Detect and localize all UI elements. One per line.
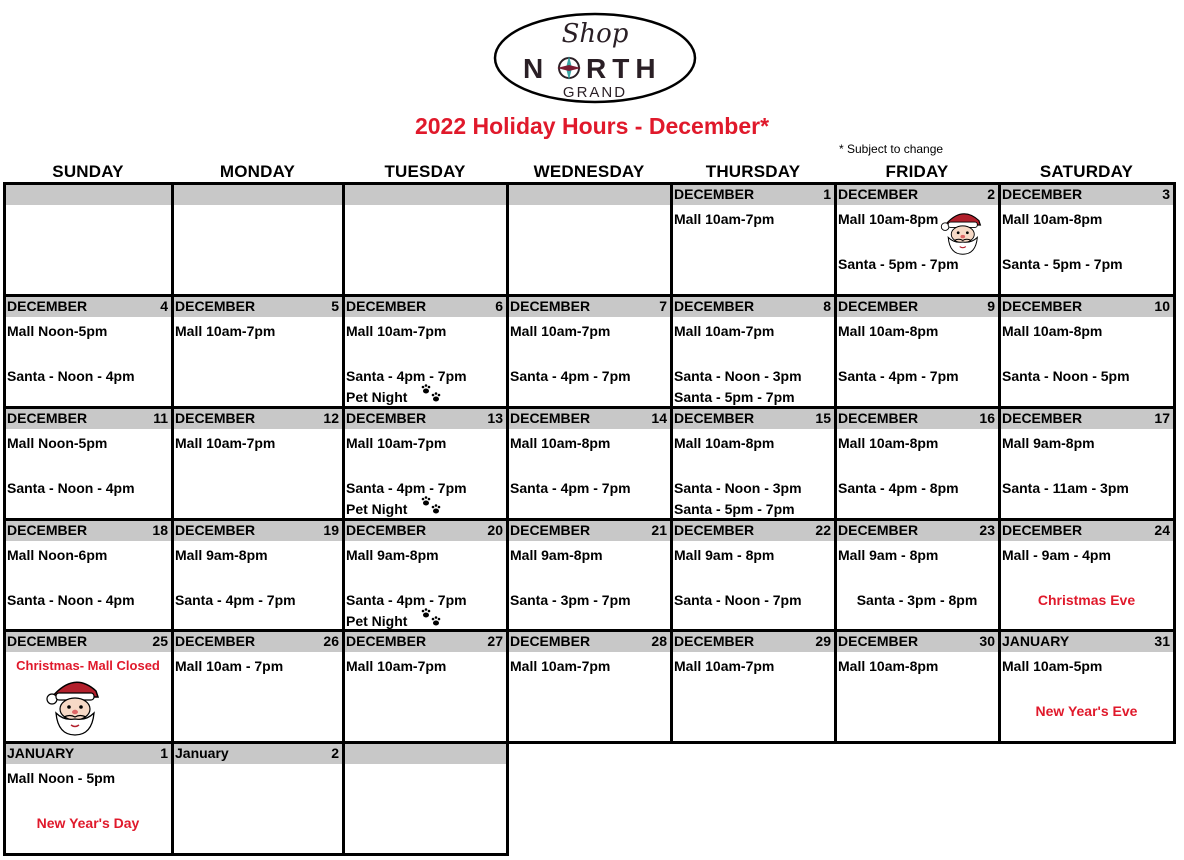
day-cell-date: 12 [323,410,339,426]
day-cell-header [671,520,835,541]
day-cell-month: DECEMBER [1002,410,1083,426]
mall-hours: Mall 9am-8pm [1002,435,1095,451]
santa-hours: Santa - 4pm - 7pm [510,480,631,496]
mall-hours: Mall Noon-5pm [7,435,108,451]
day-cell-header [4,631,172,652]
grid-line [998,182,1001,744]
mall-hours: Mall Noon - 5pm [7,770,116,786]
calendar-day-cell [999,408,1174,520]
grid-line [3,182,6,856]
mall-hours: Mall 10am-7pm [674,323,775,339]
calendar-day-cell [343,184,507,296]
day-cell-month: DECEMBER [674,633,755,649]
mall-hours: Mall - 9am - 4pm [1002,547,1111,563]
day-cell-header [172,631,343,652]
day-cell-header [835,296,999,317]
mall-hours: Mall 10am-5pm [1002,658,1103,674]
grid-line [3,853,509,856]
day-header-wednesday: WEDNESDAY [533,162,645,181]
day-cell-header [507,184,671,205]
day-cell-month: DECEMBER [7,633,88,649]
day-header-thursday: THURSDAY [705,162,801,181]
calendar-day-cell [343,520,507,631]
day-cell-header [671,184,835,205]
day-header-friday: FRIDAY [885,162,949,181]
day-cell-header [835,520,999,541]
day-cell-header [835,184,999,205]
day-cell-month: January [175,745,229,761]
santa-hours: Santa - Noon - 5pm [1002,368,1130,384]
mall-hours: Mall 10am-7pm [346,323,447,339]
day-cell-date: 17 [1154,410,1170,426]
santa-hours: Santa - 4pm - 7pm [175,592,296,608]
day-cell-date: 7 [659,298,667,314]
mall-hours: Mall 10am-7pm [346,435,447,451]
pet-night-label: Pet Night [346,501,408,517]
day-cell-date: 14 [651,410,667,426]
day-cell-date: 3 [1162,186,1170,202]
day-cell-month: DECEMBER [7,410,88,426]
day-header-saturday: SATURDAY [1039,162,1134,181]
mall-hours: Mall 10am-7pm [175,435,276,451]
day-cell-header [507,296,671,317]
calendar-day-cell [671,296,835,408]
day-cell-date: 9 [987,298,995,314]
day-cell-month: DECEMBER [510,522,591,538]
logo-north-n: N [523,53,550,84]
calendar-day-cell [999,520,1174,631]
day-cell-month: DECEMBER [838,298,919,314]
day-header-sunday: SUNDAY [52,162,124,181]
day-cell-month: DECEMBER [674,522,755,538]
pet-night-label: Pet Night [346,613,408,629]
day-cell-date: 28 [651,633,667,649]
day-cell-date: 19 [323,522,339,538]
day-cell-header [835,631,999,652]
paw-prints-icon [421,382,447,404]
calendar-day-cell [999,296,1174,408]
santa-hours: Santa - 3pm - 8pm [856,592,978,608]
day-cell-header [999,520,1174,541]
day-cell-header [4,184,172,205]
calendar-day-cell [172,743,343,855]
day-cell-header [507,631,671,652]
day-cell-date: 20 [487,522,503,538]
day-cell-header [671,296,835,317]
day-cell-header [343,631,507,652]
day-cell-month: DECEMBER [674,298,755,314]
logo-north-rest: RTH [586,53,662,84]
day-cell-header [343,743,507,764]
calendar-day-cell [343,408,507,520]
santa-hours: Santa - Noon - 4pm [7,368,135,384]
calendar-day-cell [4,296,172,408]
santa-hours: Santa - 4pm - 8pm [838,480,959,496]
mall-hours: Mall Noon-5pm [7,323,108,339]
day-cell-header [507,520,671,541]
day-cell-header [4,743,172,764]
day-cell-date: 1 [160,745,168,761]
mall-hours: Mall 10am - 7pm [175,658,284,674]
mall-hours: Mall 9am - 8pm [674,547,775,563]
day-cell-date: 10 [1154,298,1170,314]
santa-hours: Santa - 5pm - 7pm [674,389,795,405]
santa-face-icon [44,675,104,737]
santa-hours: Santa - 11am - 3pm [1002,480,1129,496]
santa-hours: Santa - 5pm - 7pm [1002,256,1123,272]
santa-hours: Santa - 4pm - 7pm [346,592,467,608]
day-cell-date: 6 [495,298,503,314]
subject-to-change-note: * Subject to change [839,142,944,156]
mall-hours: Mall 10am-7pm [674,658,775,674]
pet-night-label: Pet Night [346,389,408,405]
day-cell-header [343,408,507,429]
day-cell-header [343,184,507,205]
day-cell-month: DECEMBER [1002,186,1083,202]
day-cell-month: JANUARY [1002,633,1070,649]
day-cell-month: DECEMBER [175,298,256,314]
day-cell-month: DECEMBER [1002,298,1083,314]
day-cell-date: 18 [152,522,168,538]
calendar-day-cell [4,408,172,520]
santa-hours: Santa - Noon - 7pm [674,592,802,608]
day-cell-month: DECEMBER [175,410,256,426]
santa-hours: Santa - Noon - 3pm [674,368,802,384]
mall-hours: Mall 10am-8pm [510,435,611,451]
santa-face-icon [939,208,985,256]
day-cell-date: 21 [651,522,667,538]
day-cell-header [999,296,1174,317]
mall-hours: Mall 10am-8pm [838,323,939,339]
day-cell-month: DECEMBER [346,522,427,538]
day-cell-date: 13 [487,410,503,426]
day-cell-month: DECEMBER [674,410,755,426]
grid-line [171,182,174,856]
calendar-day-cell [507,520,671,631]
day-cell-date: 30 [979,633,995,649]
day-cell-header [671,631,835,652]
mall-hours: Mall 10am-8pm [838,435,939,451]
calendar-day-cell [671,408,835,520]
mall-hours: Mall 9am-8pm [175,547,268,563]
day-cell-month: DECEMBER [7,522,88,538]
day-cell-date: 26 [323,633,339,649]
day-cell-month: DECEMBER [838,633,919,649]
day-cell-header [343,296,507,317]
calendar-day-cell [999,631,1174,743]
day-cell-month: DECEMBER [7,298,88,314]
calendar-day-cell [835,184,999,296]
calendar-day-cell [835,631,999,743]
paw-prints-icon [421,606,447,628]
grid-line [506,182,509,856]
day-cell-date: 2 [331,745,339,761]
holiday-label: New Year's Eve [1035,703,1138,719]
calendar-day-cell [507,408,671,520]
calendar-day-cell [835,520,999,631]
mall-hours: Mall 9am-8pm [346,547,439,563]
mall-hours: Mall 9am - 8pm [838,547,939,563]
day-cell-header [4,296,172,317]
calendar-day-cell [343,631,507,743]
holiday-label: Christmas- Mall Closed [16,658,160,673]
calendar-day-cell [172,408,343,520]
santa-hours: Santa - 4pm - 7pm [346,480,467,496]
day-cell-date: 1 [823,186,831,202]
day-cell-date: 11 [153,410,168,426]
day-cell-month: DECEMBER [510,633,591,649]
day-cell-month: DECEMBER [838,410,919,426]
day-cell-month: DECEMBER [510,298,591,314]
mall-hours: Mall 10am-7pm [510,323,611,339]
day-cell-month: DECEMBER [838,522,919,538]
calendar-day-cell [4,631,172,743]
day-cell-date: 8 [823,298,831,314]
day-header-monday: MONDAY [219,162,296,181]
calendar-day-cell [172,520,343,631]
day-cell-header [172,184,343,205]
grid-line [1173,182,1176,744]
santa-hours: Santa - 4pm - 7pm [510,368,631,384]
calendar-day-cell [835,296,999,408]
day-cell-header [507,408,671,429]
day-cell-month: DECEMBER [510,410,591,426]
calendar-day-cell [507,296,671,408]
calendar-day-cell [172,184,343,296]
day-cell-month: DECEMBER [346,410,427,426]
day-cell-month: DECEMBER [1002,522,1083,538]
day-cell-date: 25 [152,633,168,649]
shop-north-grand-logo [493,12,697,104]
mall-hours: Mall 10am-7pm [674,211,775,227]
day-cell-date: 31 [1154,633,1170,649]
day-cell-month: DECEMBER [346,633,427,649]
day-cell-header [835,408,999,429]
mall-hours: Mall 10am-8pm [838,658,939,674]
day-header-tuesday: TUESDAY [384,162,466,181]
day-cell-date: 29 [815,633,831,649]
calendar-day-cell [172,296,343,408]
calendar-day-cell [835,408,999,520]
santa-hours: Santa - 3pm - 7pm [510,592,631,608]
day-cell-date: 5 [331,298,339,314]
day-cell-month: DECEMBER [175,522,256,538]
calendar-day-cell [671,631,835,743]
holiday-label: New Year's Day [36,815,140,831]
day-cell-header [671,408,835,429]
day-cell-month: JANUARY [7,745,75,761]
calendar-day-cell [4,743,172,855]
calendar-day-cell [4,520,172,631]
day-cell-header [999,408,1174,429]
calendar-day-cell [671,520,835,631]
day-cell-date: 27 [487,633,503,649]
mall-hours: Mall 10am-8pm [674,435,775,451]
day-cell-month: DECEMBER [838,186,919,202]
grid-line [670,182,673,744]
santa-hours: Santa - Noon - 4pm [7,592,135,608]
day-cell-date: 22 [815,522,831,538]
mall-hours: Mall Noon-6pm [7,547,108,563]
day-cell-month: DECEMBER [346,298,427,314]
santa-hours: Santa - 4pm - 7pm [346,368,467,384]
calendar-day-cell [172,631,343,743]
mall-hours: Mall 10am-8pm [1002,211,1103,227]
day-cell-month: DECEMBER [175,633,256,649]
calendar-day-cell [343,743,507,855]
day-cell-date: 23 [979,522,995,538]
calendar-day-cell [507,184,671,296]
day-cell-header [172,743,343,764]
day-cell-month: DECEMBER [674,186,755,202]
mall-hours: Mall 10am-8pm [1002,323,1103,339]
santa-hours: Santa - Noon - 4pm [7,480,135,496]
day-cell-header [4,520,172,541]
holiday-label: Christmas Eve [1037,592,1136,608]
calendar-day-cell [999,184,1174,296]
calendar-day-cell [507,631,671,743]
grid-line [834,182,837,744]
page-title: 2022 Holiday Hours - December* [414,113,770,139]
mall-hours: Mall 10am-7pm [175,323,276,339]
santa-hours: Santa - 5pm - 7pm [838,256,959,272]
day-cell-header [4,408,172,429]
mall-hours: Mall 10am-7pm [346,658,447,674]
calendar-day-cell [4,184,172,296]
mall-hours: Mall 10am-7pm [510,658,611,674]
day-cell-header [343,520,507,541]
day-cell-date: 2 [987,186,995,202]
day-cell-header [172,520,343,541]
logo-shop-text: Shop [561,19,629,49]
santa-hours: Santa - 5pm - 7pm [674,501,795,517]
day-cell-date: 16 [979,410,995,426]
mall-hours: Mall 10am-8pm [838,211,939,227]
day-cell-date: 4 [160,298,168,314]
mall-hours: Mall 9am-8pm [510,547,603,563]
day-cell-date: 24 [1154,522,1170,538]
logo-grand-text: GRAND [562,84,628,101]
calendar-day-cell [343,296,507,408]
day-cell-header [999,631,1174,652]
grid-line [342,182,345,856]
day-cell-header [172,296,343,317]
santa-hours: Santa - 4pm - 7pm [838,368,959,384]
paw-prints-icon [421,494,447,516]
santa-hours: Santa - Noon - 3pm [674,480,802,496]
calendar-day-cell [671,184,835,296]
day-cell-header [172,408,343,429]
day-cell-date: 15 [815,410,831,426]
day-cell-header [999,184,1174,205]
